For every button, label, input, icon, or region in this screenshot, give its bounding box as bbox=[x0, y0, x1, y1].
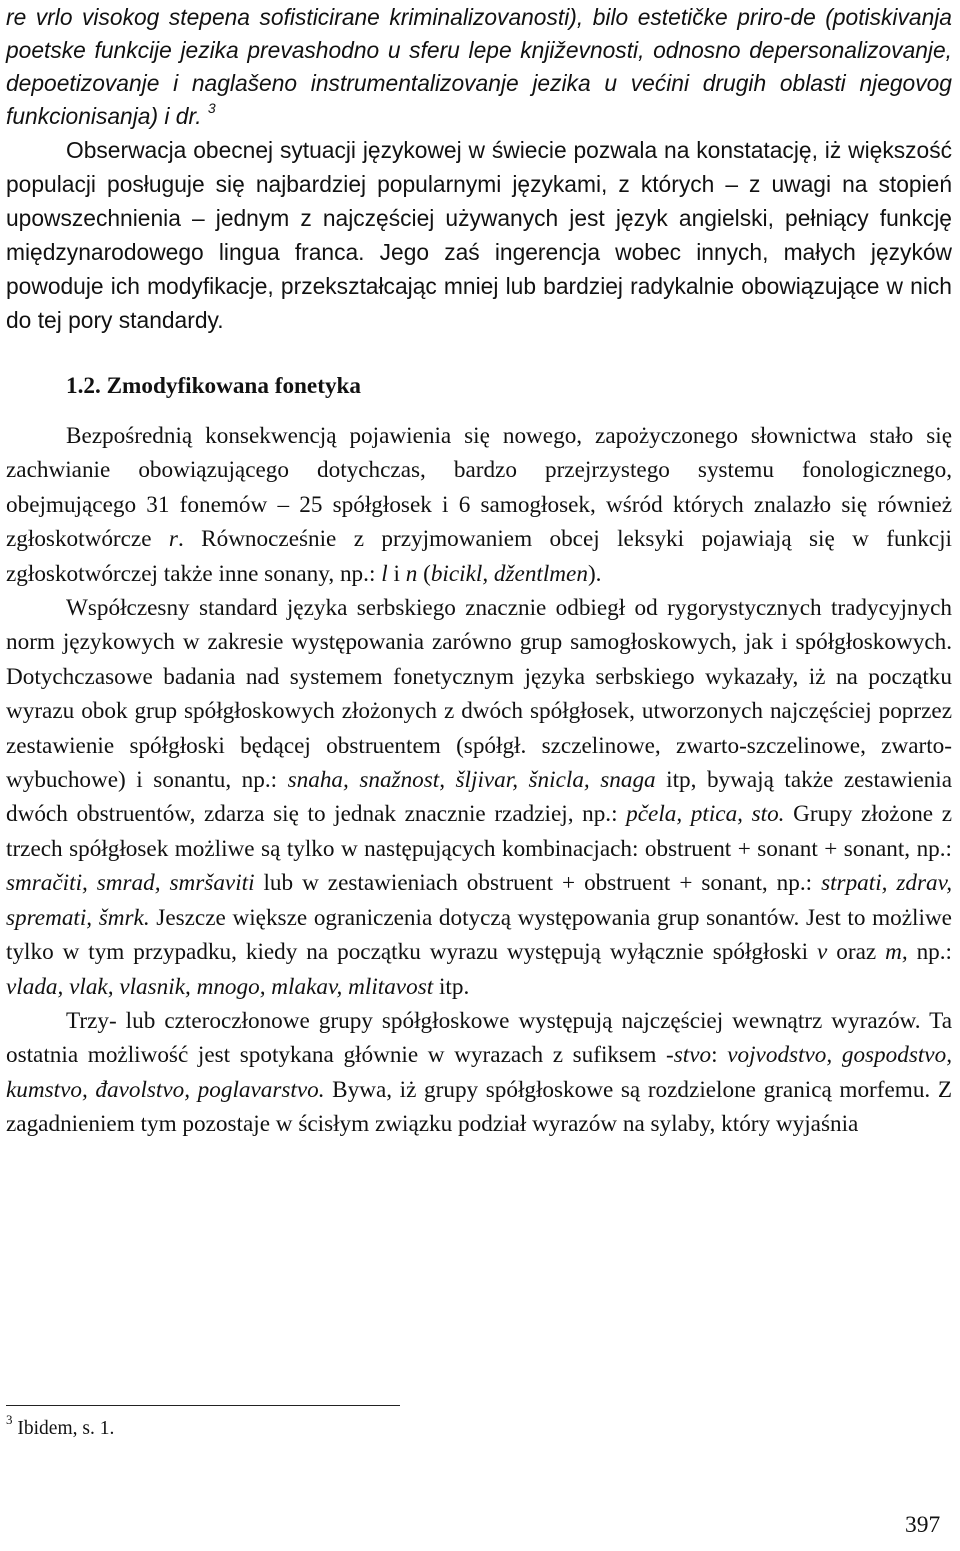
page-number: 397 bbox=[905, 1512, 941, 1538]
footnote-text: Ibidem, s. 1. bbox=[12, 1418, 115, 1439]
paragraph-standard: Współczesny standard języka serbskiego znacznie odbiegł od rygorystycznych tradycyjnych norm językowych w zakresie występowania zarówno grup samogłoskowych, jak i spółgłoskowych. Dotychczasowe badania nad systemem fonetycznym języka serbskiego wykazały, iż na początku wyrazu obok grup spółgłoskowych złożonych z dwóch spółgłosek, utworzonych najczęściej poprzez zestawienie spółgłoski będącej obstruentem (spółgł. szczelinowe, zwarto-szczelinowe, zwarto-wybuchowe) i sonantu, np.: snaha, snažnost, šljivar, šnicla, snaga itp, bywają także zestawienia dwóch obstruentów, zdarza się to jednak znacznie rzadziej, np.: pčela, ptica, sto. Grupy złożone z trzech spółgłosek możliwe są tylko w następujących kombinacjach: obstruent + sonant + sonant, np.: smračiti, smrad, smršaviti lub w zestawieniach obstruent + obstruent + sonant, np.: strpati, zdrav, sprematі, šmrk. Jeszcze większe ograniczenia dotyczą występowania grup sonantów. Jest to możliwe tylko w tym przypadku, kiedy na początku wyrazu występują wyłącznie spółgłoski v oraz m, np.: vlada, vlak, vlasnik, mnogo, mlakav, mlitavost itp. bbox=[6, 595, 952, 1000]
footnote bbox=[6, 1411, 115, 1442]
quoted-passage bbox=[6, 1, 952, 133]
quoted-passage-text: re vrlo visokog stepena sofisticirane kriminalizovanosti), bilo estetičke priro-de (potiskivanja poetske funkcije jezika prevashodno u sferu lepe književnosti, odnosno depersonalizovanje, depoetizovanje i naglašeno instrumentalizovanje jezika u većini drugih oblasti njegovog funkcionisanja) i dr. bbox=[6, 4, 952, 129]
paragraph-consequence: Bezpośrednią konsekwencją pojawienia się nowego, zapożyczonego słownictwa stało się zachwianie obowiązującego dotychczas, bardzo przejrzystego systemu fonologicznego, obejmującego 31 fonemów – 25 spółgłosek i 6 samogłosek, wśród których znalazło się również zgłoskotwórcze r. Równocześnie z przyjmowaniem obcej leksyki pojawiają się w funkcji zgłoskotwórczej także inne sonany, np.: l i n (bicikl, džentlmen). bbox=[6, 423, 952, 587]
page-body bbox=[6, 0, 952, 1142]
paragraph-groups: Trzy- lub czteroczłonowe grupy spółgłoskowe występują najczęściej wewnątrz wyrazów. Ta ostatnia możliwość jest spotykana głównie w wyrazach z sufiksem -stvo: vojvodstvo, gospodstvo, kumstvo, đavolstvo, poglavarstvo. Bywa, iż grupy spółgłoskowe są rozdzielone granicą morfemu. Z zagadnieniem tym pozostaje w ścisłym związku podział wyrazów na sylaby, który wyjaśnia bbox=[6, 1007, 952, 1138]
section-heading: 1.2. Zmodyfikowana fonetyka bbox=[66, 373, 362, 399]
footnote-divider bbox=[6, 1405, 400, 1406]
footnote-mark: 3 bbox=[6, 1411, 13, 1427]
paragraph-observation: Obserwacja obecnej sytuacji językowej w świecie pozwala na konstatację, iż większość populacji posługuje się najbardziej popularnymi językami, z których – z uwagi na stopień upowszechnienia – jednym z najczęściej używanych jest język angielski, pełniący funkcję międzynarodowego lingua franca. Jego zaś ingerencja wobec innych, małych języków powoduje ich modyfikacje, przekształcając mniej lub bardziej radykalnie obowiązujące w nich do tej pory standardy. bbox=[6, 137, 952, 333]
footnote-reference[interactable]: 3 bbox=[207, 100, 216, 117]
